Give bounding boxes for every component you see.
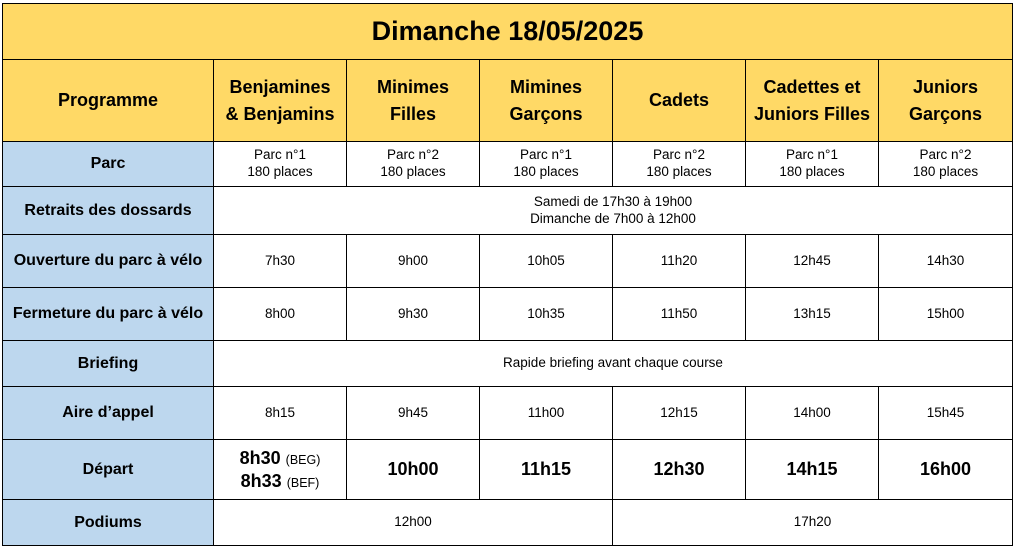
- depart-time-cell: 12h30: [613, 440, 746, 500]
- row-label: Retraits des dossards: [3, 187, 214, 235]
- time-cell: 12h45: [746, 235, 879, 288]
- header-programme: Programme: [3, 60, 214, 142]
- parc-cell: Parc n°2 180 places: [879, 142, 1013, 187]
- depart-time-cell: 10h00: [347, 440, 480, 500]
- time-cell: 14h00: [746, 387, 879, 440]
- depart-time-cell: 11h15: [480, 440, 613, 500]
- row-label: Départ: [3, 440, 214, 500]
- time-cell: 15h45: [879, 387, 1013, 440]
- row-label: Podiums: [3, 500, 214, 546]
- time-cell: 12h15: [613, 387, 746, 440]
- dossards-cell: Samedi de 17h30 à 19h00 Dimanche de 7h00 à 12h00: [214, 187, 1013, 235]
- header-minimes-garcons: Mimines Garçons: [480, 60, 613, 142]
- header-cadets: Cadets: [613, 60, 746, 142]
- header-juniors-garcons: Juniors Garçons: [879, 60, 1013, 142]
- time-cell: 10h05: [480, 235, 613, 288]
- row-label: Fermeture du parc à vélo: [3, 288, 214, 341]
- time-cell: 10h35: [480, 288, 613, 341]
- header-minimes-filles: Minimes Filles: [347, 60, 480, 142]
- header-row: [3, 60, 1013, 142]
- time-cell: 8h00: [214, 288, 347, 341]
- row-podiums: [3, 500, 1013, 546]
- header-cadettes-juniors-filles: Cadettes et Juniors Filles: [746, 60, 879, 142]
- schedule-table: [2, 3, 1013, 546]
- row-dossards: [3, 187, 1013, 235]
- parc-cell: Parc n°1 180 places: [480, 142, 613, 187]
- time-cell: 13h15: [746, 288, 879, 341]
- time-cell: 9h45: [347, 387, 480, 440]
- row-label: Parc: [3, 142, 214, 187]
- time-cell: 11h20: [613, 235, 746, 288]
- header-benjamins: Benjamines & Benjamins: [214, 60, 347, 142]
- time-cell: 7h30: [214, 235, 347, 288]
- time-cell: 9h00: [347, 235, 480, 288]
- parc-cell: Parc n°1 180 places: [214, 142, 347, 187]
- podium-cell: 12h00: [214, 500, 613, 546]
- parc-cell: Parc n°2 180 places: [613, 142, 746, 187]
- parc-cell: Parc n°2 180 places: [347, 142, 480, 187]
- time-cell: 11h50: [613, 288, 746, 341]
- row-briefing: [3, 341, 1013, 387]
- time-cell: 14h30: [879, 235, 1013, 288]
- row-depart: [3, 440, 1013, 500]
- depart-time-cell: 14h15: [746, 440, 879, 500]
- parc-cell: Parc n°1 180 places: [746, 142, 879, 187]
- time-cell: 8h15: [214, 387, 347, 440]
- row-label: Aire d’appel: [3, 387, 214, 440]
- row-aire-appel: [3, 387, 1013, 440]
- time-cell: 11h00: [480, 387, 613, 440]
- row-label: Briefing: [3, 341, 214, 387]
- time-cell: 15h00: [879, 288, 1013, 341]
- row-fermeture: [3, 288, 1013, 341]
- depart-benjamins-cell: 8h30 (BEG) 8h33 (BEF): [214, 440, 347, 500]
- page-title: Dimanche 18/05/2025: [3, 4, 1013, 60]
- row-label: Ouverture du parc à vélo: [3, 235, 214, 288]
- depart-time-cell: 16h00: [879, 440, 1013, 500]
- row-ouverture: [3, 235, 1013, 288]
- time-cell: 9h30: [347, 288, 480, 341]
- row-parc: [3, 142, 1013, 187]
- briefing-cell: Rapide briefing avant chaque course: [214, 341, 1013, 387]
- podium-cell: 17h20: [613, 500, 1013, 546]
